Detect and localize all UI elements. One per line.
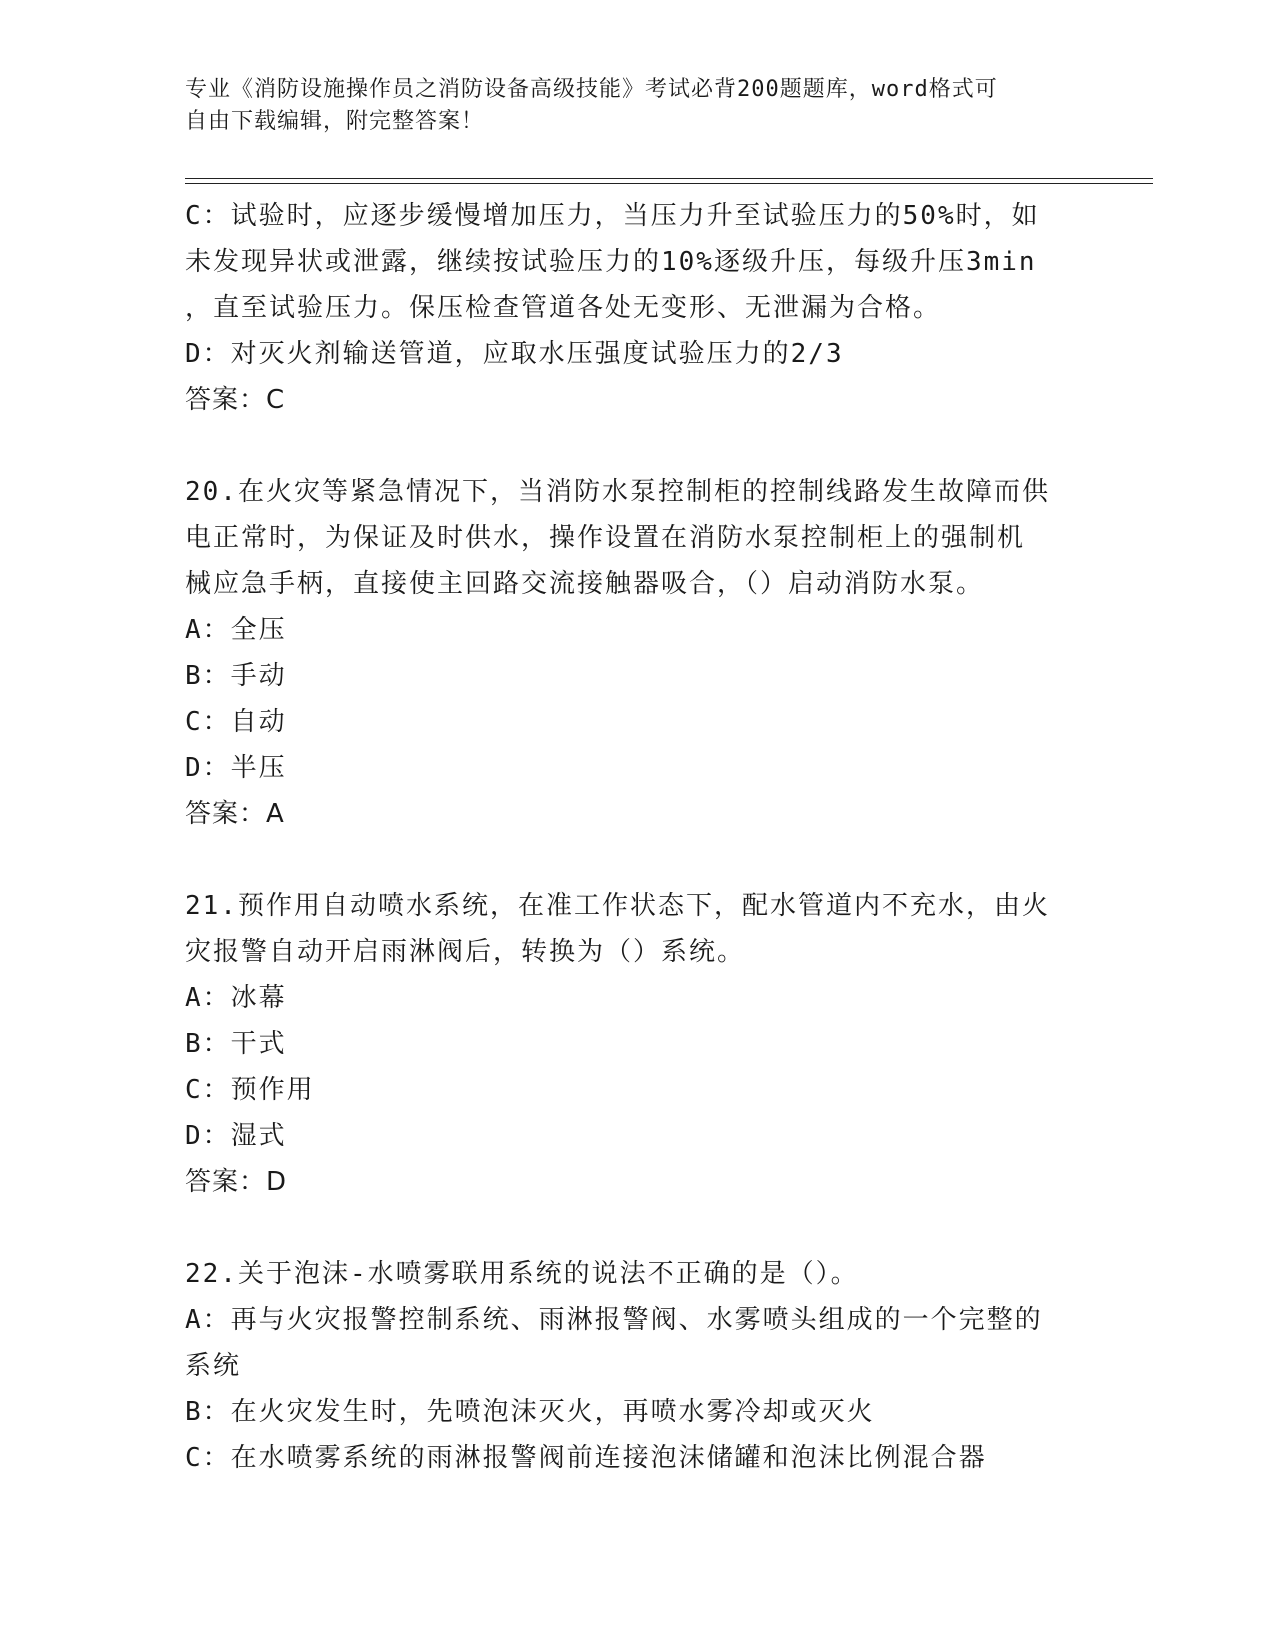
option-b: B：干式 xyxy=(185,1029,287,1059)
header-divider-top xyxy=(185,178,1153,179)
option-c-line-1: C：试验时，应逐步缓慢增加压力，当压力升至试验压力的50%时，如 xyxy=(185,201,1040,231)
question-list xyxy=(185,193,1085,1481)
question-stem-line-1: 22.关于泡沫-水喷雾联用系统的说法不正确的是（）。 xyxy=(185,1259,859,1289)
spacer xyxy=(185,423,1085,469)
answer-line: 答案：D xyxy=(185,1167,288,1197)
answer-line: 答案：C xyxy=(185,385,286,415)
question-20 xyxy=(185,469,1085,837)
question-stem-line-2: 电正常时，为保证及时供水，操作设置在消防水泵控制柜上的强制机 xyxy=(185,523,1026,553)
option-a: A：冰幕 xyxy=(185,983,287,1013)
header-title-line-2: 自由下载编辑，附完整答案！ xyxy=(185,109,485,134)
spacer xyxy=(185,837,1085,883)
question-stem-line-1: 21.预作用自动喷水系统，在准工作状态下，配水管道内不充水，由火 xyxy=(185,891,1050,921)
option-c-line-3: ，直至试验压力。保压检查管道各处无变形、无泄漏为合格。 xyxy=(185,293,942,323)
answer-line: 答案：A xyxy=(185,799,285,829)
option-d: D：半压 xyxy=(185,753,287,783)
question-19-tail xyxy=(185,193,1085,423)
option-a-line-1: A：再与火灾报警控制系统、雨淋报警阀、水雾喷头组成的一个完整的 xyxy=(185,1305,1043,1335)
spacer xyxy=(185,1205,1085,1251)
question-stem-line-3: 械应急手柄，直接使主回路交流接触器吸合，（）启动消防水泵。 xyxy=(185,569,985,599)
option-b: B：在火灾发生时，先喷泡沫灭火，再喷水雾冷却或灭火 xyxy=(185,1397,875,1427)
option-c: C：在水喷雾系统的雨淋报警阀前连接泡沫储罐和泡沫比例混合器 xyxy=(185,1443,987,1473)
question-21 xyxy=(185,883,1085,1205)
document-header xyxy=(185,74,1065,138)
header-divider-bottom xyxy=(185,183,1153,184)
option-c: C：预作用 xyxy=(185,1075,315,1105)
question-stem-line-1: 20.在火灾等紧急情况下，当消防水泵控制柜的控制线路发生故障而供 xyxy=(185,477,1050,507)
option-b: B：手动 xyxy=(185,661,287,691)
option-c-line-2: 未发现异状或泄露，继续按试验压力的10%逐级升压，每级升压3min xyxy=(185,247,1037,277)
header-title-line-1: 专业《消防设施操作员之消防设备高级技能》考试必背200题题库，word格式可 xyxy=(185,77,998,102)
question-22 xyxy=(185,1251,1085,1481)
option-a: A：全压 xyxy=(185,615,287,645)
question-stem-line-2: 灾报警自动开启雨淋阀后，转换为（）系统。 xyxy=(185,937,746,967)
option-d: D：湿式 xyxy=(185,1121,287,1151)
option-c: C：自动 xyxy=(185,707,287,737)
option-a-line-2: 系统 xyxy=(185,1351,242,1381)
option-d: D：对灭火剂输送管道，应取水压强度试验压力的2/3 xyxy=(185,339,844,369)
